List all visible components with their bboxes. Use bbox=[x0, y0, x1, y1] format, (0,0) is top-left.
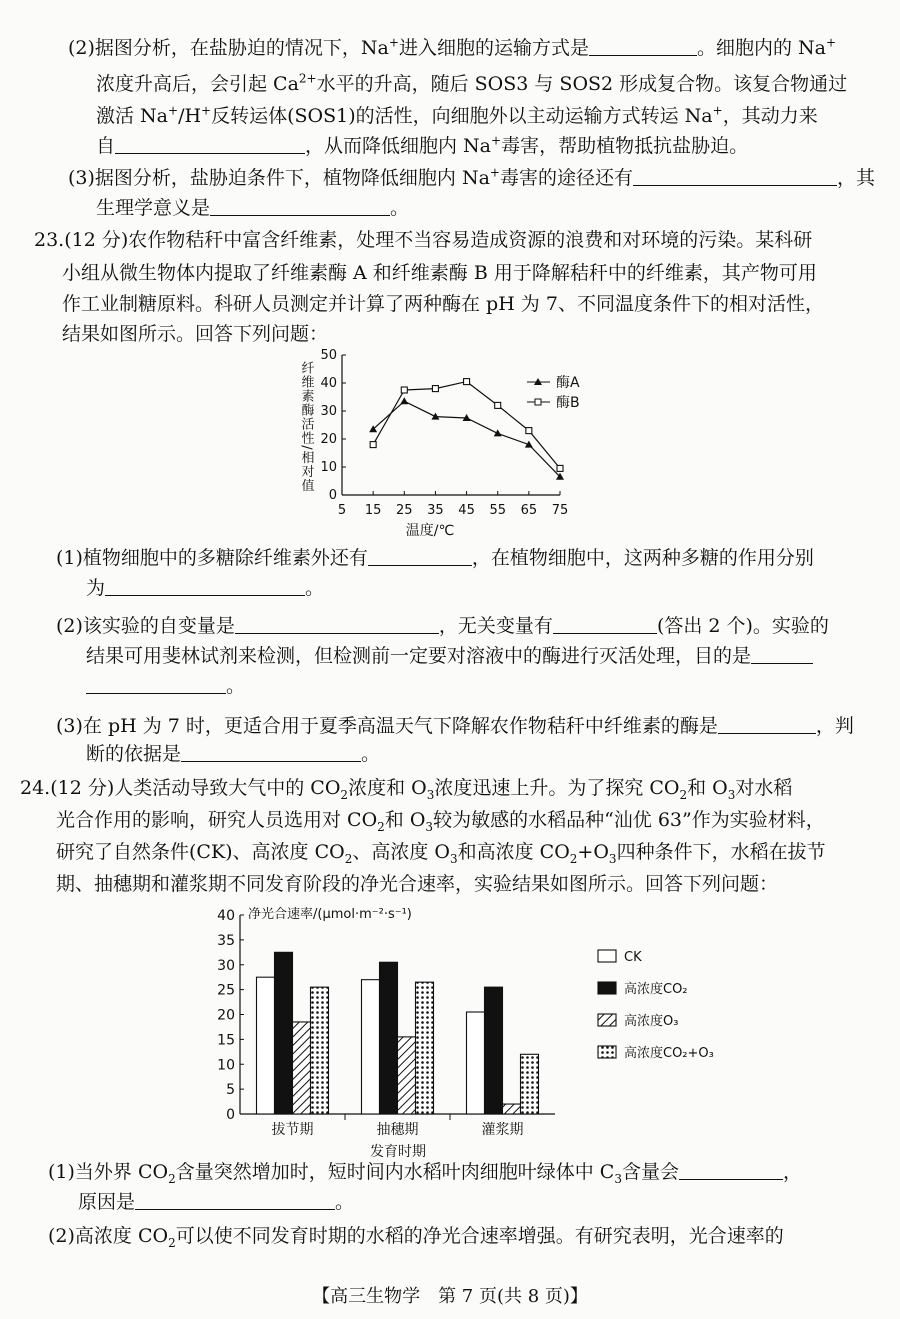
q23-p2-line1: (2)该实验的自变量是 ，无关变量有 (答出 2 个)。实验的 bbox=[56, 615, 829, 637]
q22-p2-line2: 浓度升高后，会引起 $Ca^{2+}$水平的升高，随后 SOS3 与 SOS2 形成复合物。该复合物通过 bbox=[96, 71, 848, 95]
answer-blank[interactable] bbox=[235, 615, 439, 634]
line-chart-x-tick-label: 55 bbox=[489, 503, 506, 518]
line-chart-point-b bbox=[464, 379, 470, 385]
q23-p3-line2: 断的依据是 。 bbox=[86, 743, 381, 765]
q24-intro-line3: 研究了自然条件(CK)、高浓度 $CO_2$、高浓度 $O_3$和高浓度 $CO_2+O_3$四种条件下，水稻在拔节 bbox=[56, 841, 826, 866]
line-chart-y-tick-label: 0 bbox=[328, 488, 337, 503]
bar bbox=[311, 987, 329, 1114]
bar bbox=[398, 1037, 416, 1114]
line-chart-y-label: 纤维素酶活性/相对值 bbox=[298, 361, 314, 493]
q24-p1-line1: (1)当外界 $CO_2$含量突然增加时，短时间内水稻叶肉细胞叶绿体中 $C_3$含量会 ， bbox=[48, 1161, 802, 1186]
q23-p2-line3: 。 bbox=[86, 674, 245, 698]
q22-p2-line3: 激活 Na+/H+反转运体(SOS1)的活性，向细胞外以主动运输方式转运 Na+，其动力来 bbox=[96, 103, 818, 127]
answer-blank[interactable] bbox=[679, 1161, 783, 1180]
line-chart-point-b bbox=[370, 442, 376, 448]
line-chart-point-a bbox=[431, 413, 439, 420]
line-chart-x-tick-label: 35 bbox=[427, 503, 444, 518]
bar-chart-y-tick-label: 35 bbox=[217, 932, 235, 949]
bar bbox=[416, 982, 434, 1114]
answer-blank[interactable] bbox=[553, 615, 657, 634]
bar-chart-y-tick-label: 5 bbox=[226, 1082, 235, 1099]
answer-blank[interactable] bbox=[105, 577, 305, 596]
q23-p2-line2: 结果可用斐林试剂来检测，但检测前一定要对溶液中的酶进行灭活处理，目的是 bbox=[86, 644, 813, 668]
q22-p2-line4: 自 ，从而降低细胞内 Na+毒害，帮助植物抵抗盐胁迫。 bbox=[96, 133, 749, 157]
q23-intro-line1: 23.(12 分)农作物秸秆中富含纤维素，处理不当容易造成资源的浪费和对环境的污染。某科研 bbox=[34, 229, 813, 251]
legend-marker-b bbox=[535, 399, 541, 405]
bar-chart-category-label: 拔节期 bbox=[271, 1122, 314, 1138]
q23-intro-line3: 作工业制糖原料。科研人员测定并计算了两种酶在 pH 为 7、不同温度条件下的相对活性， bbox=[62, 293, 824, 315]
line-chart-y-tick-label: 40 bbox=[320, 376, 337, 391]
q22-p3-line1: (3)据图分析，盐胁迫条件下，植物降低细胞内 Na+毒害的途径还有 ，其 bbox=[68, 165, 876, 189]
bar-chart-category-label: 抽穗期 bbox=[376, 1122, 419, 1138]
legend-label: 高浓度O₃ bbox=[624, 1014, 679, 1029]
bar bbox=[293, 1022, 311, 1114]
legend-label: 酶B bbox=[556, 395, 580, 411]
line-chart-x-tick-label: 75 bbox=[551, 503, 569, 518]
bar-chart-y-tick-label: 15 bbox=[217, 1032, 235, 1049]
answer-blank[interactable] bbox=[115, 135, 305, 154]
legend-label: 酶A bbox=[556, 375, 580, 391]
line-chart-point-b bbox=[401, 387, 407, 393]
q23-p1-line2: 为 。 bbox=[86, 577, 325, 599]
q24-intro-line1: 24.(12 分)人类活动导致大气中的 $CO_2$浓度和 $O_3$浓度迅速上升。为了探究 $CO_2$和 $O_3$对水稻 bbox=[20, 777, 793, 802]
line-chart-point-b bbox=[432, 386, 438, 392]
bar bbox=[275, 952, 293, 1114]
line-chart-x-tick-label: 25 bbox=[396, 503, 413, 518]
line-chart-series-b bbox=[373, 382, 560, 469]
bar bbox=[257, 977, 275, 1114]
legend-swatch bbox=[598, 1046, 616, 1058]
bar bbox=[521, 1054, 539, 1114]
bar-chart-y-tick-label: 40 bbox=[217, 908, 235, 924]
legend-swatch bbox=[598, 1014, 616, 1026]
bar-chart-x-label: 发育时期 bbox=[370, 1144, 426, 1160]
legend-swatch bbox=[598, 950, 616, 962]
bar-chart-y-tick-label: 10 bbox=[217, 1057, 235, 1074]
q24-intro-line2: 光合作用的影响，研究人员选用对 $CO_2$和 $O_3$较为敏感的水稻品种“汕优 63”作为实验材料， bbox=[56, 809, 825, 834]
answer-blank[interactable] bbox=[718, 715, 816, 734]
line-chart-series bbox=[369, 379, 564, 480]
photosynthesis-bar-chart bbox=[200, 900, 760, 1162]
answer-blank[interactable] bbox=[589, 37, 697, 56]
line-chart-point-b bbox=[557, 465, 563, 471]
bar-chart-y-tick-label: 30 bbox=[217, 957, 235, 974]
legend-label: CK bbox=[624, 950, 642, 965]
enzyme-activity-line-chart bbox=[290, 340, 620, 540]
bar bbox=[362, 980, 380, 1114]
q24-intro-line4: 期、抽穗期和灌浆期不同发育阶段的净光合速率，实验结果如图所示。回答下列问题： bbox=[56, 873, 779, 895]
q23-p3-line1: (3)在 pH 为 7 时，更适合用于夏季高温天气下降解农作物秸秆中纤维素的酶是 ，判 bbox=[56, 715, 854, 737]
line-chart-x-tick-label: 65 bbox=[520, 503, 538, 518]
line-chart-point-b bbox=[526, 428, 532, 434]
bar bbox=[485, 987, 503, 1114]
page-footer: 【高三生物学 第 7 页(共 8 页)】 bbox=[312, 1286, 588, 1307]
bar-chart-y-tick-label: 20 bbox=[217, 1007, 235, 1024]
legend-label: 高浓度CO₂ bbox=[624, 982, 688, 997]
line-chart-y-tick-label: 20 bbox=[320, 432, 337, 447]
bar-chart-y-label: 净光合速率/(μmol·m⁻²·s⁻¹) bbox=[248, 907, 412, 922]
bar bbox=[467, 1012, 485, 1114]
bar-chart-y-tick-label: 25 bbox=[217, 982, 235, 999]
answer-blank[interactable] bbox=[751, 645, 813, 664]
line-chart-x-tick-label: 15 bbox=[364, 503, 382, 518]
answer-blank[interactable] bbox=[633, 167, 837, 186]
q23-p1-line1: (1)植物细胞中的多糖除纤维素外还有 ，在植物细胞中，这两种多糖的作用分别 bbox=[56, 547, 814, 569]
q22-p3-line2: 生理学意义是 。 bbox=[96, 197, 410, 219]
line-chart-point-a bbox=[400, 397, 408, 404]
q23-intro-line2: 小组从微生物体内提取了纤维素酶 A 和纤维素酶 B 用于降解秸秆中的纤维素，其产物可用 bbox=[62, 262, 817, 284]
line-chart-x-label: 温度/℃ bbox=[405, 523, 455, 539]
answer-blank[interactable] bbox=[135, 1191, 335, 1210]
q23-intro-line4: 结果如图所示。回答下列问题： bbox=[62, 323, 329, 345]
line-chart-point-b bbox=[495, 402, 501, 408]
bar-chart-category-label: 灌浆期 bbox=[481, 1122, 524, 1138]
q22-p2-line1: (2)据图分析，在盐胁迫的情况下，Na+进入细胞的运输方式是 。细胞内的 Na+ bbox=[68, 35, 837, 59]
answer-blank[interactable] bbox=[210, 197, 390, 216]
q24-p1-line2: 原因是 。 bbox=[78, 1191, 355, 1213]
bar-chart-bars bbox=[257, 952, 539, 1114]
bar bbox=[380, 962, 398, 1114]
bar-chart-y-tick-label: 0 bbox=[226, 1107, 235, 1123]
answer-blank[interactable] bbox=[368, 547, 472, 566]
line-chart-x-tick-label: 5 bbox=[337, 503, 347, 518]
line-chart-series-a bbox=[373, 401, 560, 477]
q24-p2-line1: (2)高浓度 $CO_2$可以使不同发育时期的水稻的净光合速率增强。有研究表明，光合速率的 bbox=[48, 1225, 784, 1250]
bar-chart-legend bbox=[598, 950, 714, 1061]
answer-blank[interactable] bbox=[86, 675, 226, 694]
legend-swatch bbox=[598, 982, 616, 994]
answer-blank[interactable] bbox=[181, 743, 361, 762]
line-chart-y-tick-label: 50 bbox=[320, 348, 337, 363]
line-chart-y-tick-label: 30 bbox=[320, 404, 337, 419]
line-chart-y-tick-label: 10 bbox=[320, 460, 337, 475]
line-chart-legend bbox=[527, 375, 580, 411]
line-chart-point-a bbox=[494, 429, 502, 436]
legend-label: 高浓度CO₂+O₃ bbox=[624, 1046, 714, 1061]
line-chart-x-tick-label: 45 bbox=[458, 503, 475, 518]
bar bbox=[503, 1104, 521, 1114]
